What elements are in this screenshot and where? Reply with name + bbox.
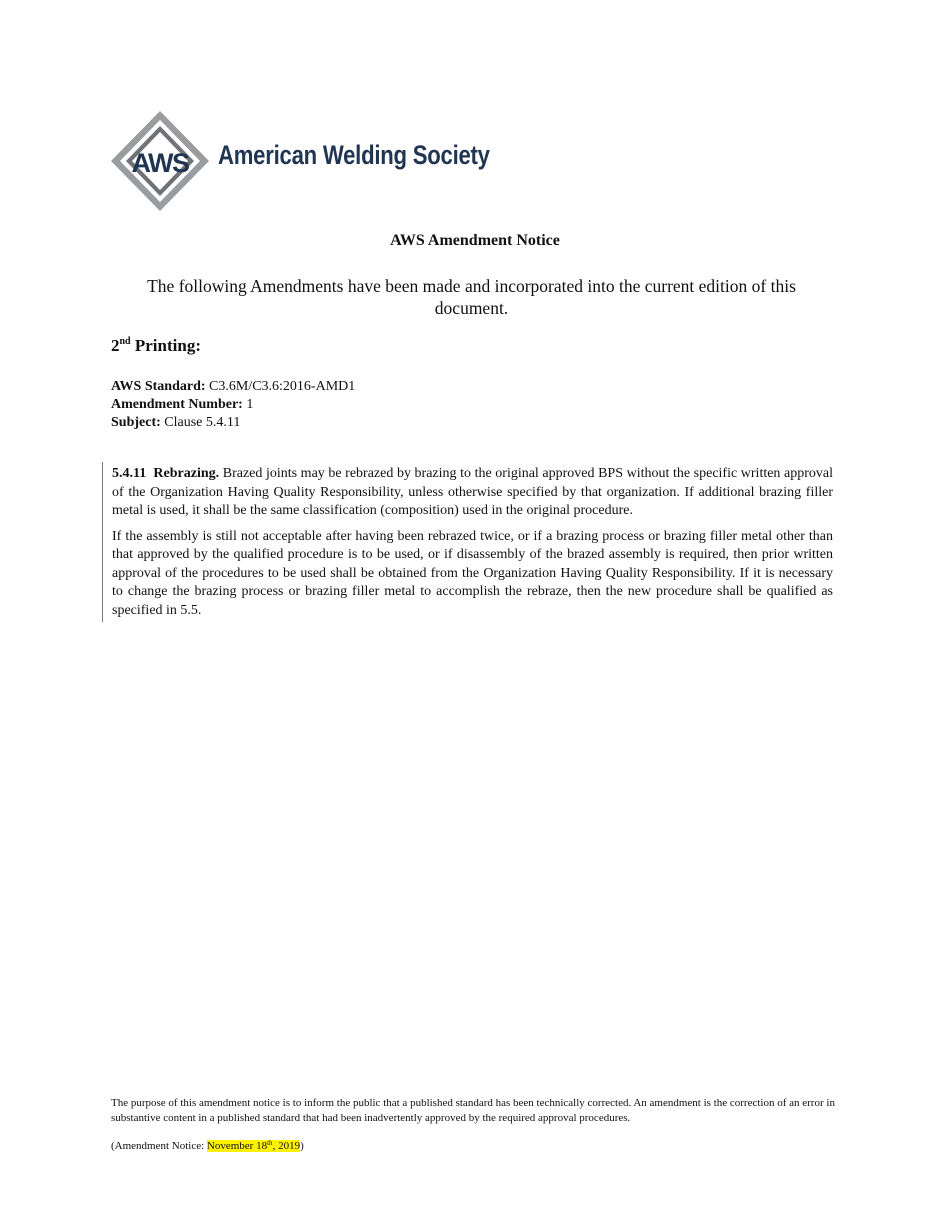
page-title: AWS Amendment Notice [390, 232, 560, 249]
date-month-day: November 18 [206, 1140, 268, 1152]
clause-paragraph-1 [112, 465, 833, 521]
date-close: ) [300, 1140, 304, 1152]
standard-value: C3.6M/C3.6:2016-AMD1 [209, 379, 356, 394]
printing-label: Printing: [134, 336, 201, 355]
logo-name: American Welding Society [218, 140, 490, 170]
change-bar [102, 462, 103, 622]
amendment-number-row [111, 396, 355, 414]
intro-text: The following Amendments have been made and incorporated into the current edition of this document. [147, 276, 796, 318]
standard-label: AWS Standard: [111, 379, 206, 394]
date-year: , 2019 [272, 1140, 301, 1152]
clause-heading: Rebrazing. [153, 466, 220, 481]
amendment-notice-date [111, 1139, 304, 1152]
clause-paragraph-2: If the assembly is still not acceptable after having been rebrazed twice, or if a brazing process or brazing filler metal other than that approved by the qualified procedure is to be used, or if disassembly of the brazed assembly is required, then prior written approval of the procedures to be used shall be obtained from the Organization Having Quality Responsibility. If it is necessary to change the brazing process or brazing filler metal to accomplish the rebraze, then the new procedure shall be qualified as specified in 5.5. [112, 528, 833, 618]
amendment-number-value: 1 [246, 397, 254, 412]
printing-ordinal-suffix: nd [119, 336, 131, 347]
amendment-metadata [111, 378, 355, 432]
clause-text-1: Brazed joints may be rebrazed by brazing to the original approved BPS without the specific written approval of the Organization Having Quality Responsibility, unless otherwise specified by that organization. If additional brazing filler metal is used, it shall be the same classification (composition) used in the original procedure. [112, 466, 834, 518]
date-prefix: (Amendment Notice: [111, 1140, 207, 1152]
standard-row [111, 378, 355, 396]
clause-body [112, 465, 833, 627]
aws-logo [110, 110, 490, 212]
logo-letters: AWS [131, 148, 189, 178]
aws-diamond-icon [110, 110, 210, 212]
footer-note: The purpose of this amendment notice is to inform the public that a published standard has been technically corrected. An amendment is the correction of an error in substantive content in a published standard that had been inadvertently approved by the required approval procedures. [111, 1097, 835, 1124]
subject-value: Clause 5.4.11 [164, 415, 241, 430]
date-ordinal-suffix: th [267, 1139, 273, 1147]
clause-number: 5.4.11 [112, 466, 147, 481]
subject-row [111, 414, 355, 432]
printing-ordinal: 2 [111, 336, 120, 355]
subject-label: Subject: [111, 415, 161, 430]
amendment-number-label: Amendment Number: [111, 397, 243, 412]
date-highlight [207, 1140, 300, 1152]
printing-heading [111, 336, 201, 356]
